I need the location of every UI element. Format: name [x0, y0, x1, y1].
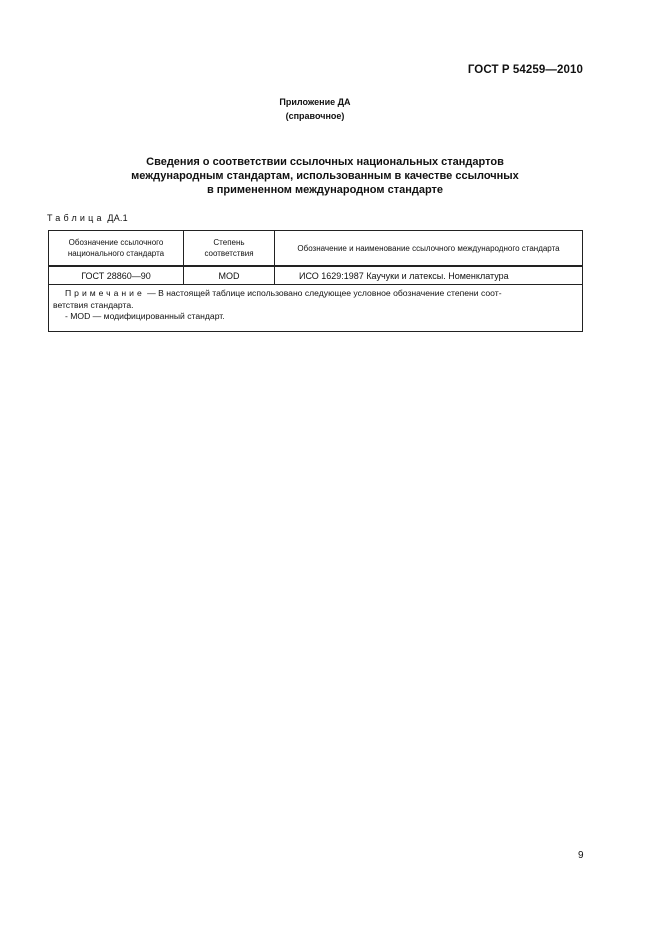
table-note-row [49, 285, 583, 332]
header-national-standard [49, 231, 184, 267]
page-number: 9 [578, 850, 584, 861]
header-line: национального стандарта [67, 249, 165, 258]
header-degree [184, 231, 275, 267]
header-line: Обозначение ссылочного [68, 238, 164, 247]
reference-standards-table [48, 230, 583, 332]
note-text: ветствия стандарта. [53, 299, 134, 310]
header-line: Степень [213, 238, 245, 247]
header-international-standard: Обозначение и наименование ссылочного международного стандарта [275, 231, 583, 267]
appendix-heading [0, 95, 630, 123]
table-header-row [49, 231, 583, 267]
table-caption [47, 213, 128, 223]
section-title-line: Сведения о соответствии ссылочных национальных стандартов [146, 156, 504, 168]
note-label: Примечание [65, 288, 145, 298]
appendix-title: Приложение ДА [279, 97, 351, 107]
section-title [0, 155, 650, 197]
cell-degree: MOD [184, 266, 275, 285]
section-title-line: международным стандартам, использованным в качестве ссылочных [131, 170, 519, 182]
header-line: соответствия [204, 249, 254, 258]
appendix-subtitle: (справочное) [285, 111, 345, 121]
table-note [49, 285, 583, 332]
table-row [49, 266, 583, 285]
document-code: ГОСТ Р 54259—2010 [467, 64, 583, 76]
note-text: — В настоящей таблице использовано следующее условное обозначение степени соот- [144, 288, 502, 298]
note-text: - MOD — модифицированный стандарт. [65, 311, 225, 321]
cell-national-standard: ГОСТ 28860—90 [49, 266, 184, 285]
table-caption-id: ДА.1 [107, 213, 128, 223]
table-caption-word: Таблица [47, 213, 105, 223]
cell-international-standard: ИСО 1629:1987 Каучуки и латексы. Номенклатура [275, 266, 583, 285]
section-title-line: в примененном международном стандарте [206, 184, 444, 196]
